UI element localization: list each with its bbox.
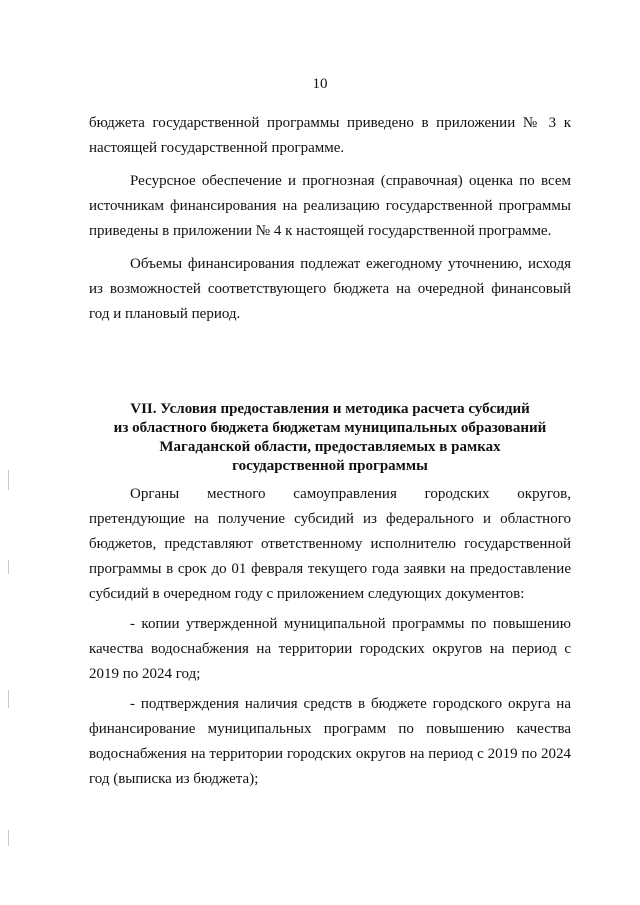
paragraph-local-authorities: Органы местного самоуправления городских округов, претендующие на получение субсидий из федерального и областного бюджетов, представляют ответственному исполнителю государственной программы в срок до 01 февраля текущего года заявки на предоставление субсидий в очередном году с приложением следующих документов: [89, 486, 571, 602]
page-number: 10 [312, 76, 328, 92]
scan-edge-mark [8, 690, 9, 708]
list-item-program-copy: - копии утвержденной муниципальной программы по повышению качества водоснабжения на территории городских округов на период с 2019 по 2024 год; [89, 616, 571, 682]
paragraph-continuation: бюджета государственной программы приведено в приложении № 3 к настоящей государственной программе. [89, 115, 571, 156]
paragraph-financing-volumes: Объемы финансирования подлежат ежегодному уточнению, исходя из возможностей соответствующего бюджета на очередной финансовый год и плановый период. [89, 256, 571, 322]
list-item-funds-confirmation: - подтверждения наличия средств в бюджете городского округа на финансирование муниципальных программ по повышению качества водоснабжения на территории городских округов на период с 2019 по 2024 год (выписка из бюджета); [89, 696, 571, 787]
heading-line-4: государственной программы [232, 458, 428, 474]
heading-line-3: Магаданской области, предоставляемых в рамках [159, 439, 501, 455]
heading-line-2: из областного бюджета бюджетам муниципальных образований [113, 420, 547, 436]
scan-edge-mark [8, 560, 9, 574]
scan-edge-mark [8, 830, 9, 846]
scan-edge-mark [8, 470, 9, 490]
intro-text-block [89, 111, 571, 335]
section-heading [60, 400, 600, 476]
paragraph-resource-support: Ресурсное обеспечение и прогнозная (справочная) оценка по всем источникам финансирования на реализацию государственной программы приведены в приложении № 4 к настоящей государственной программе. [89, 173, 571, 239]
section-text-block [89, 482, 571, 797]
heading-line-1: VII. Условия предоставления и методика расчета субсидий [130, 401, 530, 417]
